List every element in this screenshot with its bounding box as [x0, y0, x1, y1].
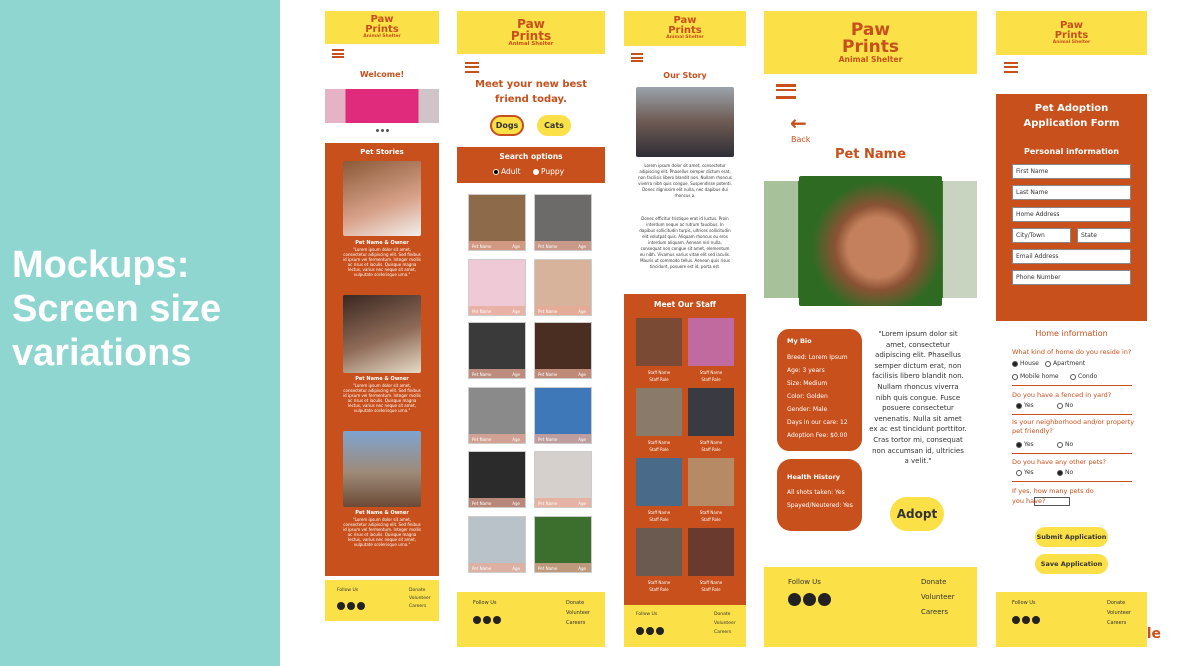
footer-link-careers[interactable]: Careers — [714, 630, 732, 635]
story-caption: Pet Name & Owner — [355, 510, 409, 516]
save-application-button[interactable]: Save Application — [1035, 554, 1108, 574]
footer-link-donate[interactable]: Donate — [409, 588, 426, 593]
menu-icon[interactable] — [631, 53, 643, 62]
mobile-home-radio[interactable]: Mobile home — [1012, 373, 1059, 380]
divider — [1012, 385, 1132, 386]
facebook-icon[interactable] — [337, 602, 345, 610]
home-type-question: What kind of home do you reside in? — [1012, 348, 1132, 356]
pet-card-age: Age — [578, 437, 586, 442]
staff-role: Staff Role — [701, 377, 721, 382]
pet-card[interactable] — [534, 451, 592, 508]
pet-description: "Lorem ipsum dolor sit amet, consectetur adipiscing elit. Phasellus semper dictum erat, non facilisis libero blandit non. Nullam rhoncus viverra nibh quis congue. Fusce posuere consectetur venenatis. Nulla sit amet ex ac est tincidunt porttitor. Cras tortor mi, consequat non accumsan id, ultricies a velit." — [869, 330, 967, 466]
slide-title: Mockups: Screen size variations — [12, 244, 222, 374]
pet-card-name: Pet Name — [538, 244, 558, 249]
footer — [457, 592, 605, 647]
footer-link-volunteer[interactable]: Volunteer — [1107, 610, 1131, 616]
pet-card[interactable] — [468, 259, 526, 316]
phone-field[interactable]: Phone Number — [1012, 270, 1131, 285]
pet-stories-heading: Pet Stories — [360, 148, 404, 156]
divider — [1012, 453, 1132, 454]
bio-card — [777, 329, 862, 451]
footer-link-donate[interactable]: Donate — [921, 578, 947, 586]
pet-card[interactable] — [534, 387, 592, 444]
header-bar — [624, 11, 746, 46]
bio-item: Days in our care: 12 — [787, 419, 848, 426]
pet-card[interactable] — [534, 259, 592, 316]
pet-name-heading: Pet Name — [834, 147, 907, 162]
facebook-icon[interactable] — [1012, 616, 1020, 624]
bio-item: Size: Medium — [787, 380, 828, 387]
bio-item: Color: Golden — [787, 393, 828, 400]
footer-link-careers[interactable]: Careers — [566, 620, 586, 626]
facebook-icon[interactable] — [636, 627, 644, 635]
footer-link-volunteer[interactable]: Volunteer — [566, 610, 590, 616]
last-name-field[interactable]: Last Name — [1012, 185, 1131, 200]
twitter-icon[interactable] — [656, 627, 664, 635]
pet-card-age: Age — [512, 437, 520, 442]
pet-friendly-no-radio[interactable]: No — [1057, 441, 1073, 448]
health-item: Spayed/Neutered: Yes — [787, 502, 853, 509]
staff-role: Staff Role — [649, 587, 669, 592]
staff-name: Staff Name — [699, 440, 723, 445]
pet-card-name: Pet Name — [538, 501, 558, 506]
pet-card-name: Pet Name — [538, 566, 558, 571]
header-bar — [996, 11, 1147, 55]
follow-us-label: Follow Us — [337, 588, 359, 593]
pet-card[interactable] — [468, 451, 526, 508]
fenced-yard-question: Do you have a fenced in yard? — [1012, 391, 1112, 399]
staff-photo — [688, 528, 734, 576]
home-address-field[interactable]: Home Address — [1012, 207, 1131, 222]
social-icons[interactable] — [473, 609, 503, 628]
carousel-image[interactable] — [325, 89, 439, 123]
pet-photo — [799, 176, 942, 306]
twitter-icon[interactable] — [493, 616, 501, 624]
bio-list — [787, 351, 848, 442]
header-bar — [764, 11, 977, 74]
city-field[interactable]: City/Town — [1012, 228, 1071, 243]
story-paragraph: Donec efficitur tristique erat id luctus. Proin interdum neque ac rutrum faucibus. In dapibus sollicitudin turpis, ultrices sollicitudin elit volutpat quis. Aliquam rhoncus eu eros interdum aliquam. Aenean nisl nulla, consequat non congue sit amet, elementum eu nibh. Vivamus varius vitae elit sed iaculis. Mauris ut commodo tellus. Aenean quis risus tincidunt, posuere est id, porta est. — [639, 216, 731, 269]
footer-link-volunteer[interactable]: Volunteer — [921, 593, 955, 601]
staff-role: Staff Role — [701, 447, 721, 452]
menu-icon[interactable] — [332, 49, 344, 58]
pet-friendly-yes-radio[interactable]: Yes — [1016, 441, 1034, 448]
pet-card-age: Age — [512, 566, 520, 571]
footer — [764, 567, 977, 647]
pet-card-name: Pet Name — [472, 309, 492, 314]
pet-card-name: Pet Name — [472, 244, 492, 249]
other-pets-question: Do you have any other pets? — [1012, 458, 1106, 466]
form-title: Pet Adoption Application Form — [1023, 103, 1120, 129]
story-quote: "Lorem ipsum dolor sit amet, consectetur adipiscing elit. Sed finibus id ipsum vel fermentum. Integer mollis ac risus et iaculis. Quisque magna lectus, varius nec neque sit amet, vulputate scelerisque urna." — [343, 247, 421, 277]
social-icons[interactable] — [337, 595, 367, 614]
social-icons[interactable] — [1012, 609, 1042, 628]
footer-link-careers[interactable]: Careers — [1107, 620, 1127, 626]
pet-card[interactable] — [468, 516, 526, 573]
personal-info-heading: Personal information — [1024, 147, 1119, 156]
pet-count-input[interactable] — [1034, 497, 1070, 506]
story-quote: "Lorem ipsum dolor sit amet, consectetur adipiscing elit. Sed finibus id ipsum vel fermentum. Integer mollis ac risus et iaculis. Quisque magna lectus, varius nec neque sit amet, vulputate scelerisque urna." — [343, 517, 421, 547]
pet-card[interactable] — [468, 194, 526, 251]
staff-photo — [688, 458, 734, 506]
bio-title: My Bio — [787, 337, 812, 345]
pet-friendly-question: Is your neighborhood and/or property pet friendly? — [1012, 418, 1135, 435]
mockup-tablet-pet-detail — [764, 11, 977, 647]
twitter-icon[interactable] — [1032, 616, 1040, 624]
adopt-button[interactable]: Adopt — [890, 497, 944, 531]
health-item: All shots taken: Yes — [787, 489, 845, 496]
bio-item: Age: 3 years — [787, 367, 825, 374]
footer-link-careers[interactable]: Careers — [921, 608, 949, 616]
logo: Paw Prints Animal Shelter — [363, 14, 401, 40]
pet-card[interactable] — [468, 322, 526, 379]
social-icons[interactable] — [636, 620, 666, 639]
pet-card-name: Pet Name — [538, 437, 558, 442]
logo: Paw Prints Animal Shelter — [666, 15, 704, 41]
story-photo — [343, 295, 421, 373]
back-link[interactable]: Back — [791, 135, 811, 144]
first-name-field[interactable]: First Name — [1012, 164, 1131, 179]
follow-us-label: Follow Us — [1012, 600, 1036, 606]
pet-card-name: Pet Name — [472, 437, 492, 442]
search-options-panel — [457, 147, 605, 183]
logo: Paw Prints Animal Shelter — [838, 19, 903, 64]
condo-radio[interactable]: Condo — [1070, 373, 1097, 380]
staff-photo — [688, 388, 734, 436]
facebook-icon[interactable] — [473, 616, 481, 624]
pet-card-age: Age — [512, 501, 520, 506]
pet-card-age: Age — [578, 566, 586, 571]
adult-radio[interactable]: Adult — [493, 167, 521, 176]
state-field[interactable]: State — [1077, 228, 1131, 243]
other-pets-no-radio[interactable]: No — [1057, 469, 1073, 476]
pet-card[interactable] — [534, 516, 592, 573]
carousel-dots[interactable] — [325, 125, 439, 132]
staff-photo — [636, 458, 682, 506]
bio-item: Breed: Lorem Ipsum — [787, 354, 848, 361]
staff-name: Staff Name — [647, 510, 671, 515]
instagram-icon[interactable] — [803, 593, 816, 606]
menu-icon[interactable] — [465, 62, 479, 73]
staff-section — [624, 294, 746, 605]
pet-card-age: Age — [512, 309, 520, 314]
staff-photo — [636, 388, 682, 436]
staff-name: Staff Name — [647, 580, 671, 585]
our-story-heading: Our Story — [663, 71, 707, 80]
health-card — [777, 459, 862, 531]
email-field[interactable]: Email Address — [1012, 249, 1131, 264]
footer-link-donate[interactable]: Donate — [566, 600, 585, 606]
pet-card-age: Age — [512, 372, 520, 377]
pet-card[interactable] — [468, 387, 526, 444]
facebook-icon[interactable] — [788, 593, 801, 606]
story-photo — [343, 161, 421, 236]
footer — [325, 580, 439, 621]
header-bar — [457, 11, 605, 54]
pet-count-question: If yes, how many pets do you have? — [1012, 487, 1094, 505]
submit-application-button[interactable]: Submit Application — [1035, 527, 1108, 547]
staff-name: Staff Name — [699, 580, 723, 585]
footer-link-volunteer[interactable]: Volunteer — [714, 621, 736, 626]
menu-icon[interactable] — [776, 84, 796, 99]
footer-link-volunteer[interactable]: Volunteer — [409, 596, 431, 601]
fenced-no-radio[interactable]: No — [1057, 402, 1073, 409]
corner-brand-mark: le — [1146, 626, 1161, 642]
pet-card-name: Pet Name — [538, 309, 558, 314]
house-radio[interactable]: House — [1012, 360, 1039, 367]
story-photo — [343, 431, 421, 507]
pet-card-age: Age — [578, 501, 586, 506]
story-caption: Pet Name & Owner — [355, 376, 409, 382]
mockup-mobile-browse — [457, 11, 605, 647]
staff-photo — [636, 318, 682, 366]
footer — [624, 605, 746, 647]
team-photo — [636, 87, 734, 157]
mockup-mobile-home — [325, 11, 439, 621]
pet-card[interactable] — [534, 194, 592, 251]
mockup-mobile-application-form — [996, 11, 1147, 647]
instagram-icon[interactable] — [347, 602, 355, 610]
staff-name: Staff Name — [647, 370, 671, 375]
staff-name: Staff Name — [699, 510, 723, 515]
search-options-heading: Search options — [499, 152, 563, 161]
logo: Paw Prints Animal Shelter — [508, 16, 554, 47]
back-arrow-icon[interactable]: ← — [790, 111, 807, 135]
pet-card-name: Pet Name — [472, 566, 492, 571]
staff-role: Staff Role — [649, 447, 669, 452]
slide-title-panel — [0, 0, 280, 666]
header-bar — [325, 11, 439, 44]
pet-card-name: Pet Name — [538, 372, 558, 377]
pet-card-age: Age — [578, 372, 586, 377]
fenced-yes-radio[interactable]: Yes — [1016, 402, 1034, 409]
story-quote: "Lorem ipsum dolor sit amet, consectetur adipiscing elit. Sed finibus id ipsum vel fermentum. Integer mollis ac risus et iaculis. Quisque magna lectus, varius nec neque sit amet, vulputate scelerisque urna." — [343, 383, 421, 413]
menu-icon[interactable] — [1004, 62, 1018, 73]
social-icons[interactable] — [788, 591, 833, 610]
twitter-icon[interactable] — [357, 602, 365, 610]
health-title: Health History — [787, 473, 841, 481]
footer-link-careers[interactable]: Careers — [409, 604, 427, 609]
instagram-icon[interactable] — [483, 616, 491, 624]
pet-card-age: Age — [512, 244, 520, 249]
welcome-heading: Welcome! — [359, 70, 405, 79]
follow-us-label: Follow Us — [636, 612, 658, 617]
divider — [1012, 481, 1132, 482]
bio-item: Adoption Fee: $0.00 — [787, 432, 848, 439]
staff-role: Staff Role — [649, 377, 669, 382]
follow-us-label: Follow Us — [788, 578, 821, 586]
pet-card-name: Pet Name — [472, 372, 492, 377]
health-list — [787, 486, 853, 512]
staff-photo — [636, 528, 682, 576]
other-pets-yes-radio[interactable]: Yes — [1016, 469, 1034, 476]
pet-card-age: Age — [578, 309, 586, 314]
footer — [996, 592, 1147, 647]
staff-role: Staff Role — [649, 517, 669, 522]
bio-item: Gender: Male — [787, 406, 828, 413]
pet-card-age: Age — [578, 244, 586, 249]
twitter-icon[interactable] — [818, 593, 831, 606]
staff-name: Staff Name — [647, 440, 671, 445]
story-caption: Pet Name & Owner — [355, 240, 409, 246]
staff-role: Staff Role — [701, 587, 721, 592]
instagram-icon[interactable] — [646, 627, 654, 635]
divider — [1012, 414, 1132, 415]
browse-heading: Meet your new best friend today. — [475, 79, 587, 105]
story-paragraph: Lorem ipsum dolor sit amet, consectetur adipiscing elit. Phasellus semper dictum erat, non facilisis libero blandit non. Nullam rhoncus viverra nibh quis congue. Suspendisse potenti. Donec dignissim elit nulla, nec dapibus dui rhoncus a. — [638, 163, 732, 198]
footer-link-donate[interactable]: Donate — [714, 612, 731, 617]
puppy-radio[interactable]: Puppy — [533, 167, 564, 176]
follow-us-label: Follow Us — [473, 600, 497, 606]
pet-card[interactable] — [534, 322, 592, 379]
dogs-button[interactable]: Dogs — [490, 115, 524, 136]
pet-stories-section — [325, 143, 439, 576]
personal-info-section — [996, 94, 1147, 321]
cats-button[interactable]: Cats — [537, 115, 571, 136]
apartment-radio[interactable]: Apartment — [1045, 360, 1085, 367]
staff-photo — [688, 318, 734, 366]
instagram-icon[interactable] — [1022, 616, 1030, 624]
logo: Paw Prints Animal Shelter — [1052, 19, 1091, 45]
pet-card-name: Pet Name — [472, 501, 492, 506]
mockup-mobile-about — [624, 11, 746, 647]
home-info-heading: Home information — [1035, 329, 1108, 338]
footer-link-donate[interactable]: Donate — [1107, 600, 1126, 606]
meet-staff-heading: Meet Our Staff — [654, 300, 716, 309]
staff-name: Staff Name — [699, 370, 723, 375]
staff-role: Staff Role — [701, 517, 721, 522]
